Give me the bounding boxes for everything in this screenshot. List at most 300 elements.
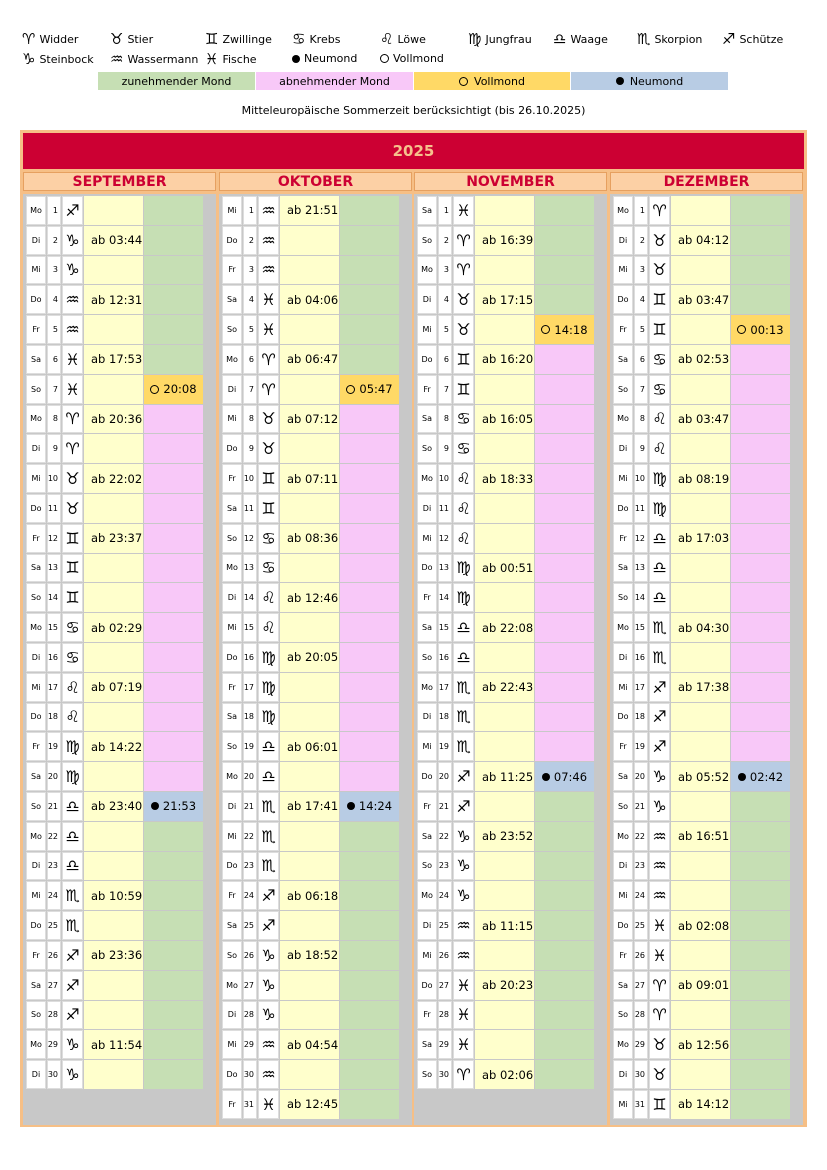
sign-entry-time: ab 14:12: [671, 1090, 730, 1119]
weekday: Mi: [613, 256, 633, 285]
scorpio-icon: ♏: [649, 613, 670, 642]
moon-phase-cell: [340, 285, 399, 314]
day-row: [613, 643, 791, 673]
day-number: 15: [243, 613, 257, 642]
day-row: [222, 345, 400, 375]
sign-entry-time: [280, 494, 339, 523]
month-days: [23, 194, 216, 1125]
day-row: [222, 703, 400, 733]
moon-phase-cell: [535, 822, 594, 851]
day-row: [26, 345, 204, 375]
moon-phase-cell: [144, 852, 203, 881]
sign-entry-time: [280, 1060, 339, 1089]
day-row: [222, 613, 400, 643]
day-number: 9: [47, 434, 61, 463]
weekday: Do: [222, 852, 242, 881]
day-row: [26, 1030, 204, 1060]
weekday: Fr: [222, 256, 242, 285]
legend-schuetze: [722, 32, 783, 47]
day-number: 18: [47, 703, 61, 732]
scorpio-icon: ♏: [258, 852, 279, 881]
day-number: 10: [47, 464, 61, 493]
moon-phase-cell: [535, 226, 594, 255]
day-row: [613, 524, 791, 554]
weekday: Mi: [417, 732, 437, 761]
moon-phase-cell: [731, 792, 790, 821]
weekday: Sa: [222, 494, 242, 523]
day-number: 20: [438, 762, 452, 791]
moon-phase-cell: [535, 852, 594, 881]
sagittarius-icon: ♐: [258, 911, 279, 940]
sign-entry-time: [84, 583, 143, 612]
cancer-icon: ♋: [62, 643, 83, 672]
day-number: 8: [243, 405, 257, 434]
capricorn-icon: ♑: [453, 881, 474, 910]
day-row: [26, 315, 204, 345]
weekday: Do: [417, 971, 437, 1000]
weekday: Sa: [222, 911, 242, 940]
day-row: [26, 613, 204, 643]
day-row: [613, 464, 791, 494]
virgo-icon: ♍: [453, 583, 474, 612]
taurus-icon: ♉: [453, 315, 474, 344]
day-row: [417, 464, 595, 494]
weekday: Mo: [26, 613, 46, 642]
moon-phase-cell: [535, 643, 594, 672]
sign-entry-time: ab 18:52: [280, 941, 339, 970]
legend-label: Wassermann: [127, 53, 199, 66]
weekday: Mo: [222, 971, 242, 1000]
sign-entry-time: ab 04:30: [671, 613, 730, 642]
day-number: 22: [634, 822, 648, 851]
phase-neumond: [571, 72, 728, 90]
day-number: 21: [634, 792, 648, 821]
moon-phase-cell: [731, 881, 790, 910]
gemini-icon: ♊: [205, 30, 219, 48]
weekday: Mi: [417, 315, 437, 344]
moon-phase-cell: [535, 613, 594, 642]
day-row: [222, 1001, 400, 1031]
gemini-icon: ♊: [62, 554, 83, 583]
sign-entry-time: [280, 762, 339, 791]
moon-phase-cell: [731, 554, 790, 583]
weekday: Mi: [417, 941, 437, 970]
cancer-icon: ♋: [258, 524, 279, 553]
sign-entry-time: ab 16:20: [475, 345, 534, 374]
day-number: 25: [438, 911, 452, 940]
moon-phase-cell: [535, 941, 594, 970]
moon-phase-cell: [340, 315, 399, 344]
gemini-icon: ♊: [649, 285, 670, 314]
moon-phase-cell: [731, 613, 790, 642]
day-row: [222, 762, 400, 792]
day-number: 16: [438, 643, 452, 672]
day-row: [26, 703, 204, 733]
moon-phase-cell: [535, 583, 594, 612]
sign-entry-time: [671, 315, 730, 344]
sign-entry-time: ab 08:36: [280, 524, 339, 553]
day-row: [222, 226, 400, 256]
sign-entry-time: [671, 583, 730, 612]
day-row: [613, 375, 791, 405]
moon-phase-cell: [731, 643, 790, 672]
sagittarius-icon: ♐: [62, 1001, 83, 1030]
day-number: 1: [243, 196, 257, 225]
moon-phase-cell: [144, 554, 203, 583]
day-number: 1: [438, 196, 452, 225]
weekday: Mi: [26, 881, 46, 910]
cancer-icon: ♋: [453, 405, 474, 434]
day-row: [26, 524, 204, 554]
legend-steinbock: [22, 52, 94, 67]
moon-phase-cell: [340, 1090, 399, 1119]
day-number: 5: [243, 315, 257, 344]
day-row: [26, 971, 204, 1001]
sign-entry-time: ab 16:05: [475, 405, 534, 434]
leo-icon: ♌: [649, 434, 670, 463]
day-number: 18: [243, 703, 257, 732]
day-number: 10: [438, 464, 452, 493]
day-number: 11: [243, 494, 257, 523]
weekday: Mi: [222, 196, 242, 225]
legend-label: Fische: [222, 53, 257, 66]
day-number: 3: [243, 256, 257, 285]
sagittarius-icon: ♐: [453, 762, 474, 791]
sign-entry-time: ab 23:40: [84, 792, 143, 821]
aquarius-icon: ♒: [110, 50, 124, 68]
sign-entry-time: ab 17:03: [671, 524, 730, 553]
day-row: [417, 434, 595, 464]
weekday: Di: [613, 434, 633, 463]
day-row: [26, 643, 204, 673]
sign-entry-time: [84, 494, 143, 523]
day-number: 6: [438, 345, 452, 374]
gemini-icon: ♊: [258, 494, 279, 523]
day-number: 15: [634, 613, 648, 642]
sign-entry-time: [671, 1060, 730, 1089]
weekday: Fr: [417, 375, 437, 404]
weekday: Sa: [613, 345, 633, 374]
moon-phase-cell: [535, 971, 594, 1000]
sign-entry-time: ab 12:46: [280, 583, 339, 612]
weekday: Do: [222, 434, 242, 463]
day-number: 11: [438, 494, 452, 523]
aquarius-icon: ♒: [453, 911, 474, 940]
sign-entry-time: ab 02:06: [475, 1060, 534, 1089]
sign-entry-time: ab 08:19: [671, 464, 730, 493]
moon-phase-cell: [535, 1001, 594, 1030]
day-row: [417, 583, 595, 613]
month-september: [23, 172, 216, 1125]
day-number: 26: [438, 941, 452, 970]
moon-phase-time: 14:18: [554, 322, 588, 337]
aquarius-icon: ♒: [649, 881, 670, 910]
taurus-icon: ♉: [649, 1060, 670, 1089]
day-row: [613, 732, 791, 762]
day-row: [417, 1001, 595, 1031]
sign-entry-time: [84, 1060, 143, 1089]
day-row: [26, 911, 204, 941]
sign-entry-time: [280, 1001, 339, 1030]
day-number: 6: [243, 345, 257, 374]
taurus-icon: ♉: [649, 226, 670, 255]
aquarius-icon: ♒: [649, 822, 670, 851]
day-number: 24: [47, 881, 61, 910]
day-number: 5: [634, 315, 648, 344]
sign-entry-time: [84, 911, 143, 940]
day-row: [613, 256, 791, 286]
day-number: 30: [438, 1060, 452, 1089]
day-number: 20: [634, 762, 648, 791]
legend-vollmond: [380, 52, 444, 65]
weekday: Sa: [222, 285, 242, 314]
moon-phase-cell: [340, 434, 399, 463]
day-number: 5: [47, 315, 61, 344]
sign-entry-time: ab 03:47: [671, 285, 730, 314]
moon-phase-cell: [340, 524, 399, 553]
gemini-icon: ♊: [453, 345, 474, 374]
day-number: 19: [438, 732, 452, 761]
day-number: 23: [634, 852, 648, 881]
sign-entry-time: [475, 315, 534, 344]
moon-phase-cell: [340, 1060, 399, 1089]
scorpio-icon: ♏: [258, 792, 279, 821]
sign-entry-time: [475, 852, 534, 881]
day-row: [613, 315, 791, 345]
day-row: [613, 822, 791, 852]
sign-entry-time: [84, 971, 143, 1000]
day-row: [222, 911, 400, 941]
cancer-icon: ♋: [292, 30, 306, 48]
day-number: 7: [634, 375, 648, 404]
moon-phase-cell: [340, 345, 399, 374]
day-row: [222, 464, 400, 494]
weekday: Fr: [26, 315, 46, 344]
weekday: So: [222, 524, 242, 553]
month-title: DEZEMBER: [610, 172, 803, 191]
gemini-icon: ♊: [649, 1090, 670, 1119]
day-number: 13: [243, 554, 257, 583]
capricorn-icon: ♑: [453, 852, 474, 881]
weekday: Fr: [222, 1090, 242, 1119]
legend-label: Zwillinge: [222, 33, 272, 46]
aries-icon: ♈: [649, 971, 670, 1000]
day-number: 27: [634, 971, 648, 1000]
cancer-icon: ♋: [649, 375, 670, 404]
weekday: Di: [26, 434, 46, 463]
day-row: [26, 464, 204, 494]
day-row: [222, 196, 400, 226]
sign-entry-time: [475, 375, 534, 404]
weekday: Sa: [26, 345, 46, 374]
aries-icon: ♈: [258, 375, 279, 404]
weekday: Fr: [613, 524, 633, 553]
day-row: [613, 1030, 791, 1060]
day-row: [26, 1060, 204, 1090]
moon-phase-cell: [731, 1060, 790, 1089]
sign-entry-time: ab 06:18: [280, 881, 339, 910]
sign-entry-time: [280, 554, 339, 583]
moon-phase-cell: [144, 762, 203, 791]
moon-phase-cell: [731, 822, 790, 851]
weekday: So: [26, 375, 46, 404]
sagittarius-icon: ♐: [258, 881, 279, 910]
sign-entry-time: [475, 703, 534, 732]
aquarius-icon: ♒: [258, 1060, 279, 1089]
day-number: 23: [438, 852, 452, 881]
leo-icon: ♌: [62, 703, 83, 732]
weekday: Di: [26, 226, 46, 255]
pisces-icon: ♓: [205, 50, 219, 68]
day-number: 21: [243, 792, 257, 821]
weekday: Fr: [222, 881, 242, 910]
sign-entry-time: ab 16:39: [475, 226, 534, 255]
day-number: 30: [243, 1060, 257, 1089]
weekday: Fr: [613, 732, 633, 761]
moon-phase-cell: [144, 196, 203, 225]
day-row: [222, 792, 400, 822]
day-number: 30: [634, 1060, 648, 1089]
sign-entry-time: [84, 196, 143, 225]
day-row: [417, 613, 595, 643]
weekday: Mo: [222, 345, 242, 374]
gemini-icon: ♊: [62, 583, 83, 612]
sign-entry-time: [475, 792, 534, 821]
day-row: [222, 673, 400, 703]
new-moon-icon: [151, 802, 159, 810]
moon-phase-cell: [340, 971, 399, 1000]
moon-phase-cell: [144, 285, 203, 314]
weekday: Sa: [613, 971, 633, 1000]
day-number: 12: [243, 524, 257, 553]
day-row: [417, 256, 595, 286]
day-number: 2: [438, 226, 452, 255]
sign-entry-time: ab 11:15: [475, 911, 534, 940]
sign-entry-time: [280, 852, 339, 881]
day-row: [222, 524, 400, 554]
day-number: 22: [47, 822, 61, 851]
weekday: Di: [26, 643, 46, 672]
day-row: [26, 375, 204, 405]
day-row: [222, 434, 400, 464]
weekday: Do: [613, 911, 633, 940]
virgo-icon: ♍: [453, 554, 474, 583]
moon-phase-cell: [731, 494, 790, 523]
day-number: 1: [634, 196, 648, 225]
scorpio-icon: ♏: [62, 911, 83, 940]
month-title: OKTOBER: [219, 172, 412, 191]
day-number: 10: [634, 464, 648, 493]
day-number: 9: [634, 434, 648, 463]
legend-label: Steinbock: [39, 53, 94, 66]
sign-entry-time: [475, 494, 534, 523]
day-number: 15: [438, 613, 452, 642]
moon-phase-cell: [535, 405, 594, 434]
taurus-icon: ♉: [110, 30, 124, 48]
capricorn-icon: ♑: [22, 50, 36, 68]
moon-phase-cell: [340, 494, 399, 523]
moon-phase-cell: [340, 1001, 399, 1030]
aries-icon: ♈: [453, 226, 474, 255]
day-number: 28: [634, 1001, 648, 1030]
day-number: 16: [243, 643, 257, 672]
pisces-icon: ♓: [258, 285, 279, 314]
moon-phase-cell: [535, 494, 594, 523]
virgo-icon: ♍: [62, 732, 83, 761]
month-oktober: [219, 172, 412, 1125]
weekday: Do: [26, 911, 46, 940]
day-number: 14: [634, 583, 648, 612]
moon-phase-cell: [535, 524, 594, 553]
moon-phase-time: 20:08: [163, 382, 197, 397]
moon-phase-cell: [144, 494, 203, 523]
weekday: Sa: [417, 613, 437, 642]
day-number: 6: [47, 345, 61, 374]
day-row: [417, 524, 595, 554]
weekday: Fr: [26, 524, 46, 553]
sign-entry-time: ab 23:37: [84, 524, 143, 553]
day-row: [613, 1001, 791, 1031]
weekday: Di: [613, 1060, 633, 1089]
phase-zunehmend: [98, 72, 255, 90]
legend-loewe: [380, 32, 426, 47]
moon-phase-time: 00:13: [750, 322, 784, 337]
weekday: Fr: [222, 464, 242, 493]
day-number: 26: [243, 941, 257, 970]
pisces-icon: ♓: [649, 911, 670, 940]
aries-icon: ♈: [62, 434, 83, 463]
moon-phase-cell: [144, 315, 203, 344]
weekday: Di: [222, 375, 242, 404]
moon-phase-cell: [535, 285, 594, 314]
legend-label: Löwe: [397, 33, 426, 46]
sign-entry-time: ab 02:29: [84, 613, 143, 642]
day-number: 11: [634, 494, 648, 523]
pisces-icon: ♓: [649, 941, 670, 970]
day-number: 6: [634, 345, 648, 374]
weekday: Di: [222, 792, 242, 821]
day-number: 26: [634, 941, 648, 970]
day-number: 7: [243, 375, 257, 404]
gemini-icon: ♊: [649, 315, 670, 344]
day-row: [417, 852, 595, 882]
sign-entry-time: [475, 524, 534, 553]
day-row: [222, 315, 400, 345]
moon-phase-cell: [144, 732, 203, 761]
moon-phase-cell: [340, 703, 399, 732]
weekday: Do: [417, 345, 437, 374]
weekday: Sa: [613, 762, 633, 791]
day-row: [222, 405, 400, 435]
moon-phase-cell: [731, 703, 790, 732]
sagittarius-icon: ♐: [62, 196, 83, 225]
sign-entry-time: ab 17:38: [671, 673, 730, 702]
sign-entry-time: [671, 494, 730, 523]
new-moon-icon: [347, 802, 355, 810]
sign-entry-time: [280, 613, 339, 642]
aquarius-icon: ♒: [258, 256, 279, 285]
sign-entry-time: ab 04:54: [280, 1030, 339, 1059]
weekday: So: [613, 583, 633, 612]
capricorn-icon: ♑: [453, 822, 474, 851]
legend-wassermann: [110, 52, 198, 67]
weekday: So: [417, 226, 437, 255]
weekday: Di: [222, 583, 242, 612]
weekday: Mi: [26, 464, 46, 493]
sign-entry-time: ab 21:51: [280, 196, 339, 225]
day-number: 9: [438, 434, 452, 463]
day-row: [222, 1090, 400, 1120]
